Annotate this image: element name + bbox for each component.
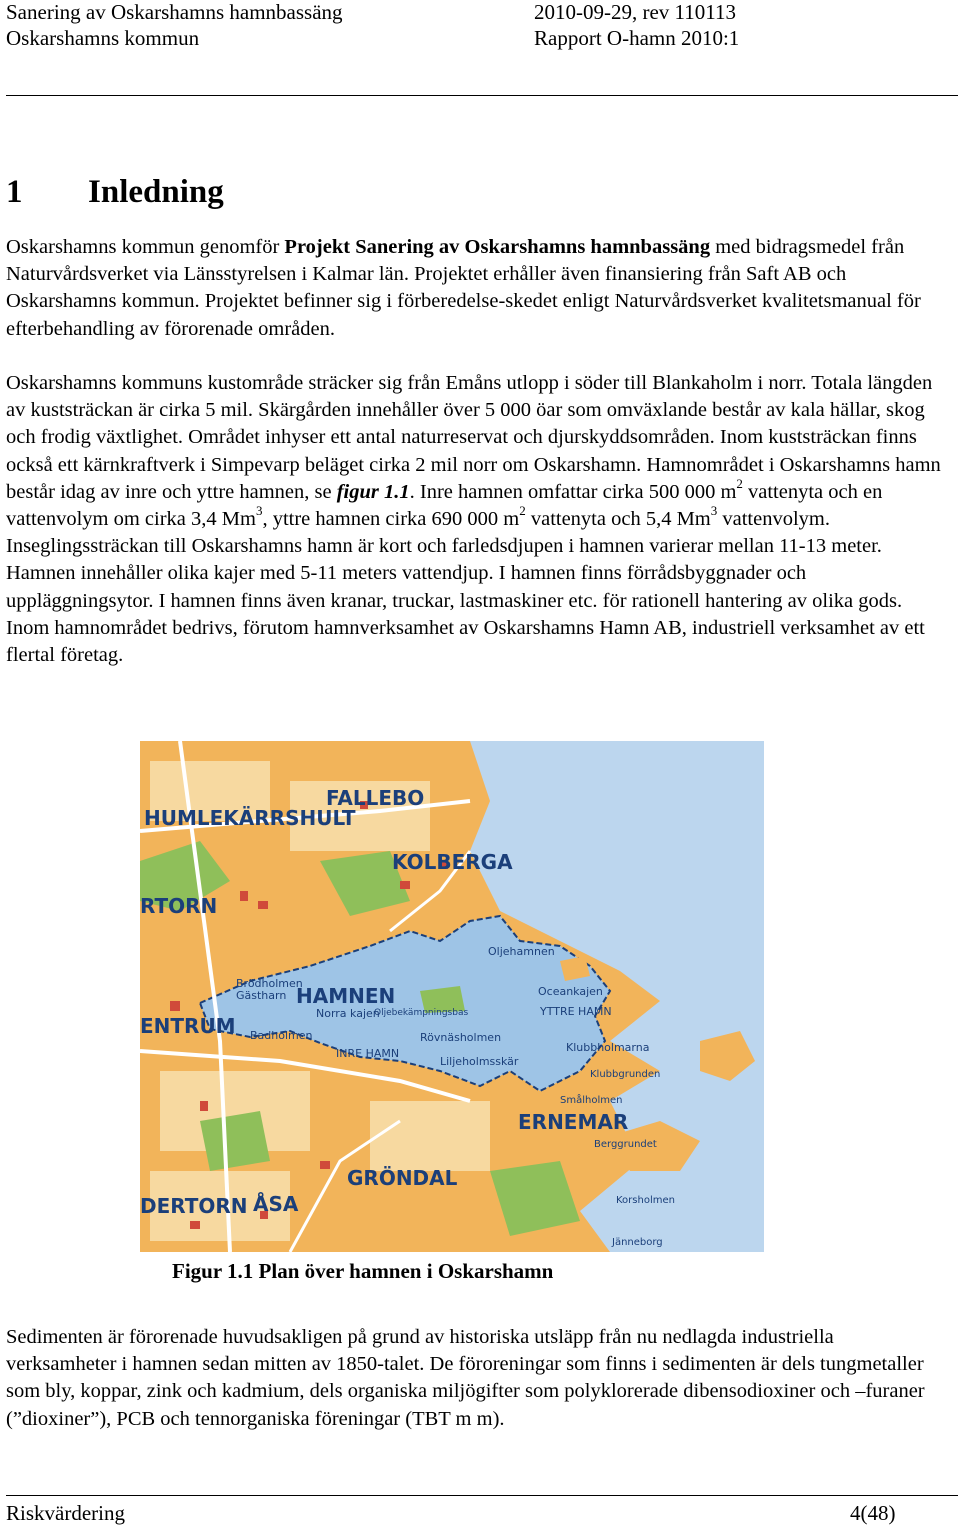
map-label-liljeholmsskar: Liljeholmsskär (440, 1055, 519, 1068)
p2-text-a: Oskarshamns kommuns kustområde sträcker sig från Emåns utlopp i söder till Blankaholm i norr. Totala längden av kuststräckan är cirka 5 mil. Skärgården innehåller över 5 000 öar som omväxlande består av kala hällar, skog och frodig växtlighet. Området inhyser ett antal naturreservat och djurskyddsområden. Inom kuststräckan finns också ett kärnkraftverk i Simpevarp beläget cirka 2 mil norr om Oskarshamn. Hamnområdet i Oskarshamns hamn består idag av inre och yttre hamnen, se (6, 372, 941, 503)
intro-paragraph (6, 234, 946, 343)
section-title: Inledning (88, 174, 224, 210)
p2-text-b: . Inre hamnen omfattar cirka 500 000 m (409, 480, 737, 503)
map-label-yttre-hamn: YTTRE HAMN (540, 1005, 612, 1018)
map-label-gastharn: Gästharn (236, 989, 287, 1002)
map-label-inre-hamn: INRE HAMN (336, 1047, 400, 1060)
map-label-rtorn: RTORN (140, 894, 218, 918)
map-label-fallebo: FALLEBO (326, 786, 425, 810)
map-label-entrum: ENTRUM (140, 1014, 236, 1038)
footer-section-name: Riskvärdering (6, 1501, 125, 1525)
coastal-area-paragraph (6, 370, 946, 669)
map-label-norra-kajen: Norra kajen (316, 1007, 380, 1020)
p1-project-name: Projekt Sanering av Oskarshamns hamnbassäng (284, 236, 711, 258)
p2-sup-3: 2 (519, 503, 526, 519)
sediment-paragraph: Sedimenten är förorenade huvudsakligen på grund av historiska utsläpp från nu nedlagda industriella verksamheter i hamnen sedan mitten av 1850-talet. De föroreningar som finns i sedimenten är dels tungmetaller som bly, koppar, zink och kadmium, dels organiska miljögifter som polyklorerade dibensodioxiner och –furaner (”dioxiner”), PCB och tennorganiska föreningar (TBT m m). (6, 1326, 925, 1430)
map-label-humlekarrshult: HUMLEKÄRRSHULT (144, 806, 356, 830)
footer-page-number: 4(48) (850, 1501, 896, 1525)
header-rule (6, 95, 958, 96)
map-label-rovnasholmen: Rövnäsholmen (420, 1031, 502, 1044)
p2-sup-2: 3 (255, 503, 263, 519)
map-label-jannaborg: Jänneborg (612, 1237, 663, 1248)
section-heading (6, 172, 224, 212)
p2-text-d: , yttre hamnen cirka 690 000 m (262, 508, 520, 531)
p2-text-f: vattenvolym. Inseglingssträckan till Oskarshamns hamn är kort och farledsdjupen i hamnen varierar mellan 11-13 meter. Hamnen innehåller olika kajer med 5-11 meters vattendjup. I hamnen finns förrådsbyggnader och uppläggningsytor. I hamnen finns även kranar, truckar, lastmaskiner etc. för rationell hantering av olika gods. Inom hamnområdet bedrivs, förutom hamnverksamhet av Oskarshamns Hamn AB, industriell verksamhet av ett flertal företag. (6, 508, 925, 667)
map-label-hamnen: HAMNEN (296, 984, 396, 1008)
map-label-berggrundet: Berggrundet (594, 1139, 657, 1150)
p2-sup-4: 3 (710, 503, 718, 519)
header-report-number: Rapport O-hamn 2010:1 (534, 26, 740, 50)
harbor-map (140, 741, 764, 1252)
map-label-oljehamnen: Oljehamnen (488, 945, 555, 958)
footer-rule (6, 1495, 958, 1496)
map-label-oljebekampningsbas: Oljebekämpningsbas (374, 1008, 469, 1018)
map-label-oceankajen: Oceankajen (538, 985, 603, 998)
p1-text-a: Oskarshamns kommun genomför (6, 236, 285, 258)
figure-reference-link[interactable]: figur 1.1 (336, 480, 410, 503)
map-label-smaholmen: Smålholmen (560, 1095, 623, 1106)
p2-text-e: vattenyta och 5,4 Mm (525, 508, 711, 531)
map-label-asa: ÅSA (253, 1192, 299, 1216)
p2-sup-1: 2 (736, 475, 743, 491)
map-label-ernemar: ERNEMAR (518, 1110, 629, 1134)
section-number: 1 (6, 174, 23, 210)
header-organization: Oskarshamns kommun (6, 26, 200, 50)
map-label-klubbholmarna: Klubbholmarna (566, 1041, 650, 1054)
map-label-kolberga: KOLBERGA (392, 850, 513, 874)
map-label-grondal: GRÖNDAL (347, 1166, 458, 1190)
figure-caption: Figur 1.1 Plan över hamnen i Oskarshamn (172, 1259, 554, 1283)
harbor-map-image (140, 741, 764, 1252)
map-label-korsholmen: Korsholmen (616, 1195, 675, 1206)
map-label-dertorn: DERTORN (140, 1194, 248, 1218)
map-label-klubbgrunden: Klubbgrunden (590, 1069, 661, 1080)
map-label-brodholmen: Brödholmen (236, 977, 303, 990)
p2-text-c: vattenyta och en vattenvolym om cirka 3,4 Mm (6, 480, 883, 531)
header-document-title: Sanering av Oskarshamns hamnbassäng (6, 0, 343, 24)
header-date-revision: 2010-09-29, rev 110113 (534, 0, 736, 24)
p1-text-c: med bidragsmedel från Naturvårdsverket via Länsstyrelsen i Kalmar län. Projektet erhåller även finansiering från Saft AB och Oskarshamns kommun. Projektet befinner sig i förberedelse-skedet enligt Naturvårdsverket kvalitetsmanual för efterbehandling av förorenade områden. (6, 236, 921, 340)
map-label-badholmen: Badholmen (250, 1029, 313, 1042)
